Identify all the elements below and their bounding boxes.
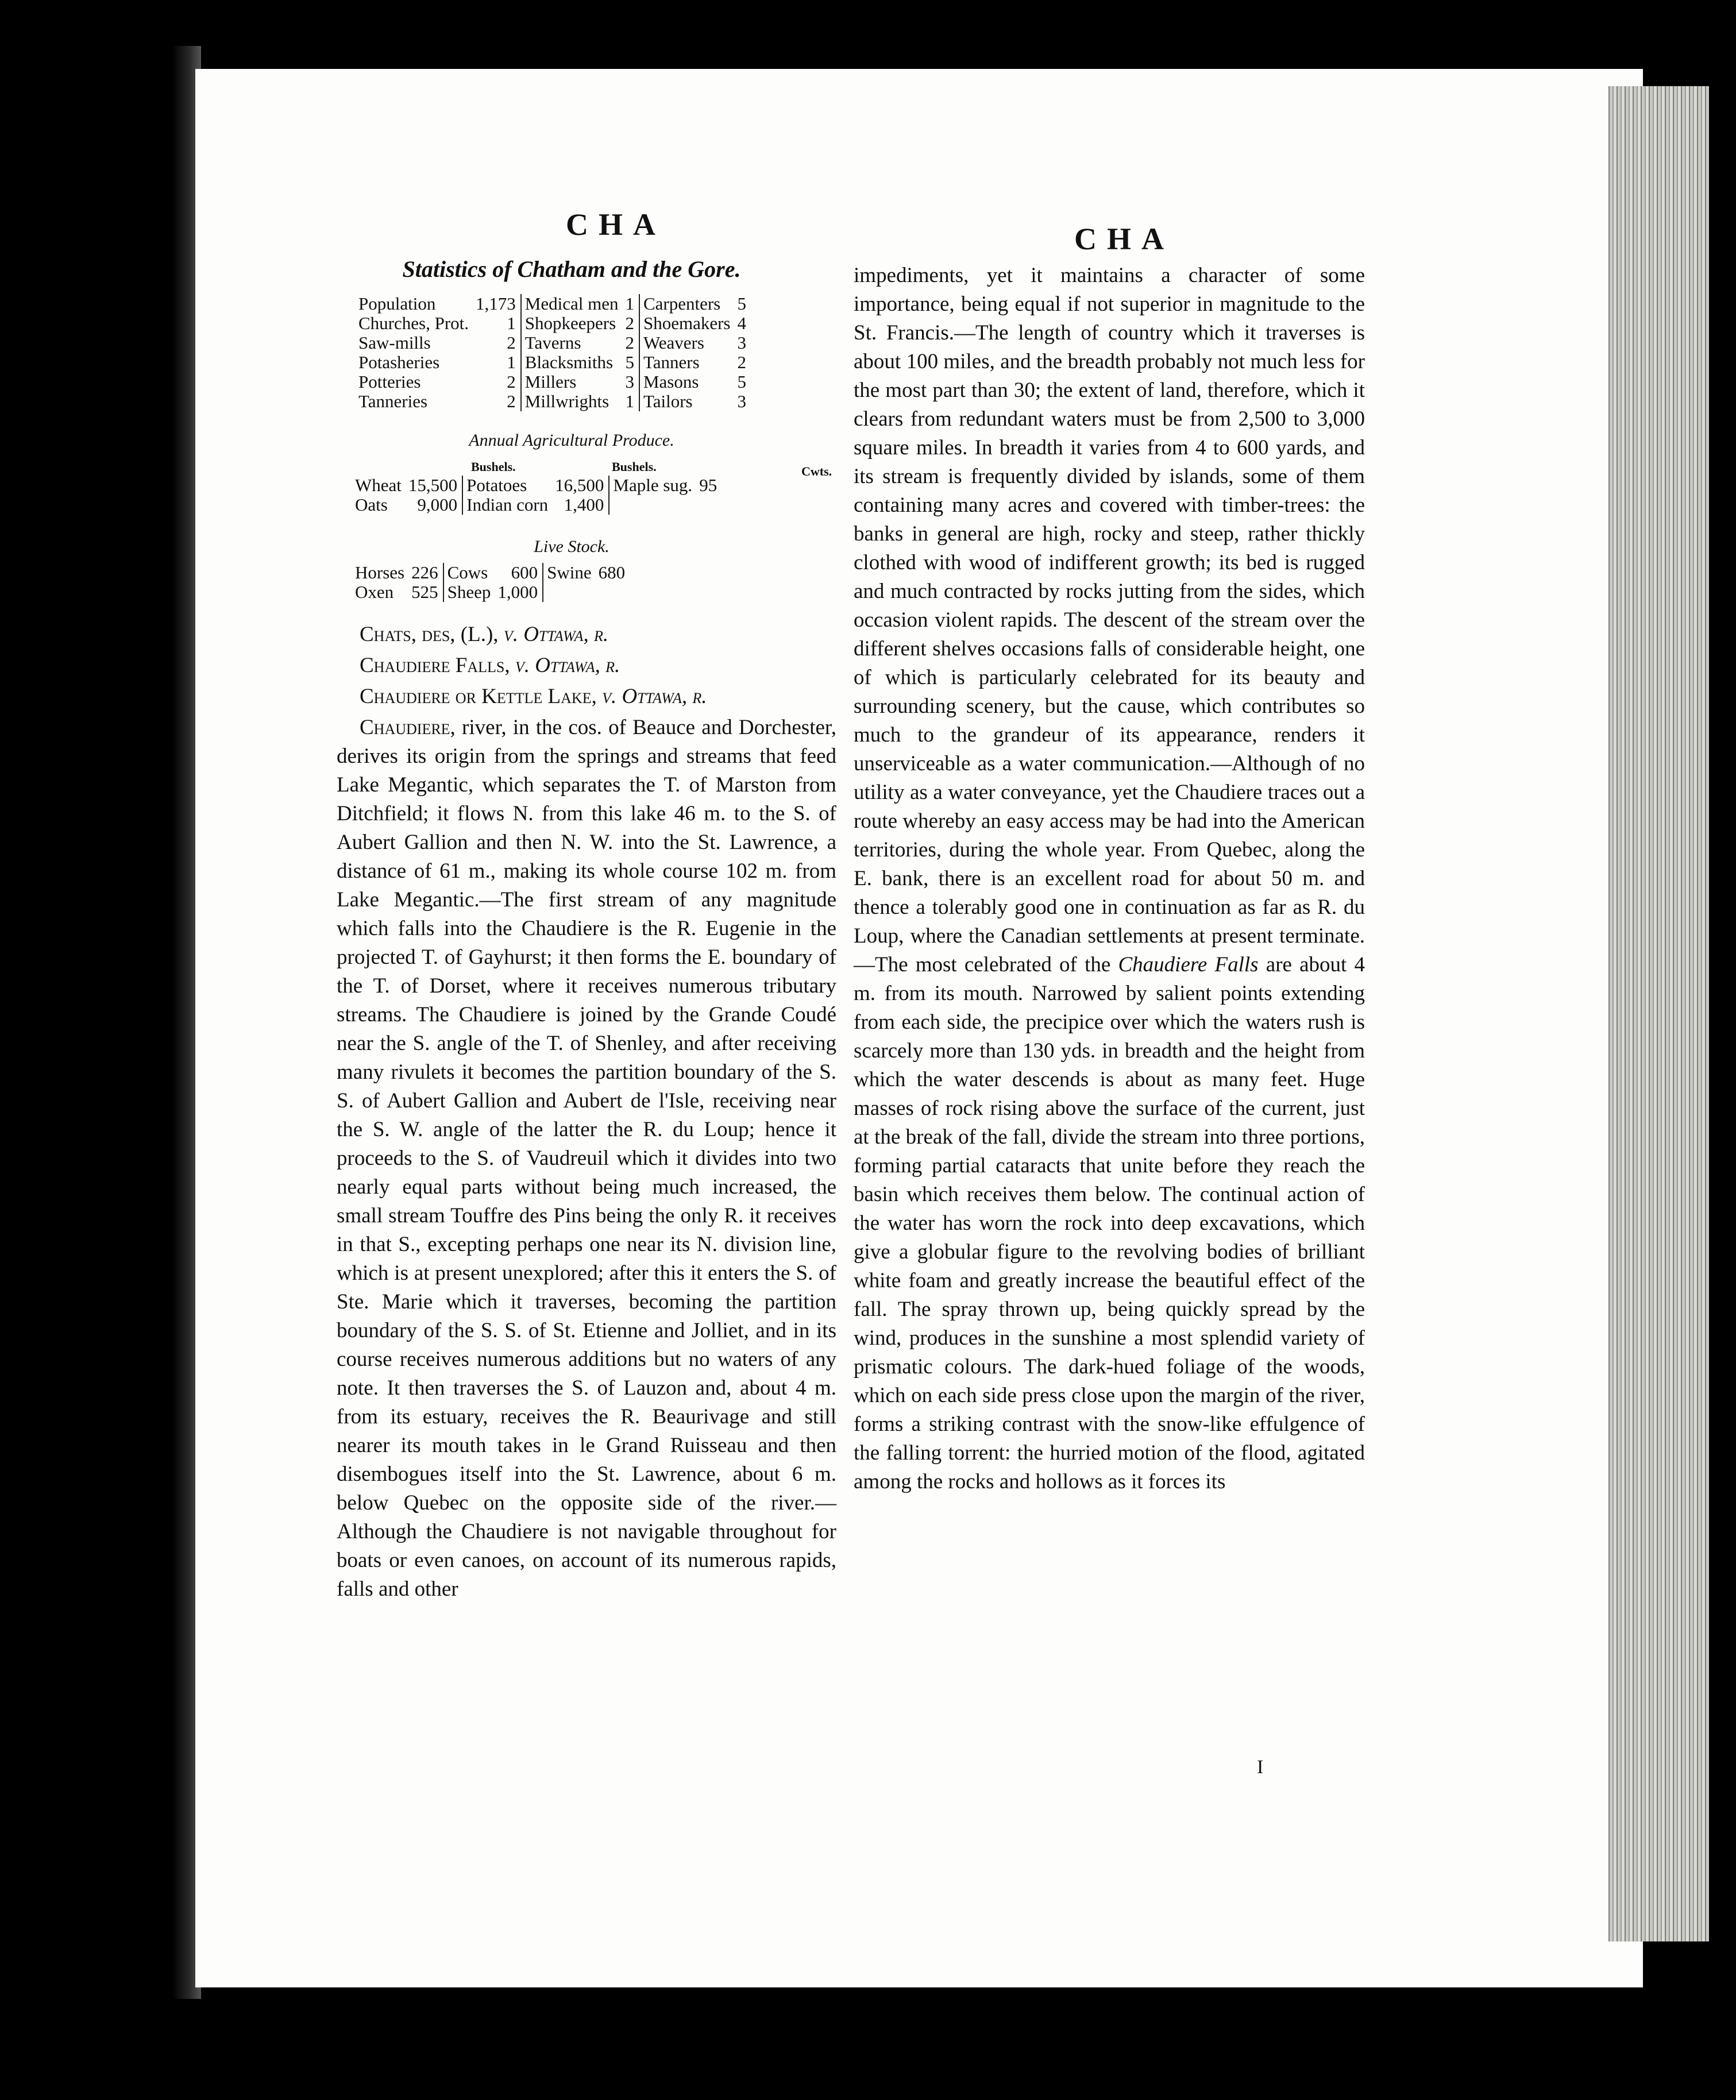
table-label: Tanneries [358,391,428,411]
xref-kettle-lake [337,682,836,711]
table-label: Swine [547,562,592,582]
produce-table [352,476,720,515]
table-row [355,314,750,333]
table-value: 3 [737,333,746,353]
table-value: 95 [699,475,717,495]
right-text-b: are about 4 m. from its mouth. Narrowed by salient points extending from each side, the precipice over which the waters rush is scarcely more than 130 yds. in breadth and the height from which the water descends is about as many feet. Huge masses of rock rising above the surface of the current, just at the break of the fall, divide the stream into three portions, forming partial cataracts that unite before they reach the basin which receives them below. The continual action of the water has worn the rock into deep excavations, which give a globular figure to the revolving bodies of brilliant white foam and greatly increase the beautiful effect of the fall. The spray thrown up, being quickly spread by the wind, produces in the sunshine a most splendid variety of prismatic colours. The dark-hued foliage of the woods, which on each side press close upon the margin of the river, forms a striking contrast with the snow-like effulgence of the falling torrent: the hurried motion of the flood, agitated among the rocks and hollows as it forces its [854,953,1365,1493]
entry-chaudiere-head: Chaudiere, [360,716,456,739]
right-text-a: impediments, yet it maintains a character of some importance, being equal if not superior in magnitude to the St. Francis.—The length of country which it traverses is about 100 miles, and the breadth probably not much less for the most part than 30; the extent of land, therefore, which it clears from redundant waters must be from 2,500 to 3,000 square miles. In breadth it varies from 4 to 600 yards, and its stream is frequently divided by islands, some of them containing many acres and covered with timber-trees: the banks in general are high, rocky and steep, rather thickly clothed with wood of indifferent growth; its bed is rugged and much contracted by rocks jutting from the sides, which occasion violent rapids. The descent of the stream over the different shelves occasions falls of considerable height, one of which is particularly celebrated for its beauty and surrounding scenery, but the cause, which contributes so much to the grandeur of its appearance, renders it unserviceable as a water communication.—Although of no utility as a water conveyance, yet the Chaudiere traces out a route whereby an easy access may be had into the American territories, during the whole year. From Quebec, along the E. bank, there is an excellent road for about 50 m. and thence a tolerably good one in continuation as far as R. du Loup, where the Canadian settlements at present terminate.—The most celebrated of the [854,264,1365,976]
table-label [609,495,696,515]
table-value: 1,400 [551,495,609,515]
table-row [355,353,750,372]
xref-chaudiere-falls [337,651,836,680]
table-row [355,392,750,411]
table-value: 2 [622,333,639,353]
table-value: 3 [737,391,746,411]
table-label: Blacksmiths [524,352,614,372]
right-column [854,261,1365,1496]
table-label: Shopkeepers [524,313,616,333]
table-label: Weavers [643,333,704,353]
running-head-right: CHA [1074,222,1174,256]
table-label: Indian corn [466,495,549,515]
table-label: Churches, Prot. [358,313,469,333]
table-value [696,495,720,515]
table-value: 2 [622,314,639,333]
table-value: 1,173 [472,294,521,314]
produce-unit-3: Cwts. [801,464,832,478]
statistics-title: Statistics of Chatham and the Gore. [402,256,741,282]
table-value: 3 [622,372,639,392]
table-label: Wheat [355,475,402,495]
table-value: 1,000 [494,582,543,602]
table-row [355,294,750,314]
table-value: 1 [622,294,639,314]
table-label: Tailors [643,391,693,411]
table-value: 2 [472,372,521,392]
table-row [352,476,720,495]
table-value [595,582,629,602]
running-head-left: CHA [566,207,666,242]
table-label: Cows [447,562,488,582]
table-value: 2 [737,352,746,372]
live-stock-title: Live Stock. [534,537,609,556]
table-label: Carpenters [643,294,721,314]
xref-chats [337,620,836,649]
table-value: 1 [472,314,521,333]
chaudiere-falls-italic: Chaudiere Falls [1118,953,1259,976]
table-value: 5 [622,353,639,372]
table-row [352,563,628,582]
table-value: 9,000 [405,495,462,515]
produce-title: Annual Agricultural Produce. [469,431,674,450]
table-value: 1 [622,392,639,411]
table-value: 525 [408,582,443,602]
table-label: Millers [524,372,577,392]
page-edges [1608,86,1709,1941]
xref-kettle-ref: v. Ottawa, r. [602,685,707,708]
xref-chats-ref: v. Ottawa, r. [503,623,609,646]
table-label: Oats [355,495,388,515]
table-label: Masons [643,372,699,392]
table-value: 5 [737,372,746,392]
entry-chaudiere [337,713,836,1604]
entry-chaudiere-text: river, in the cos. of Beauce and Dorchester, derives its origin from the springs and streams that feed Lake Megantic, which separates the T. of Marston from Ditchfield; it flows N. from this lake 46 m. to the S. of Aubert Gallion and then N. W. into the St. Lawrence, a distance of 61 m., making its whole course 102 m. from Lake Megantic.—The first stream of any magnitude which falls into the Chaudiere is the R. Eugenie in the projected T. of Gayhurst; it then forms the E. boundary of the T. of Dorset, where it receives numerous tributary streams. The Chaudiere is joined by the Grande Coudé near the S. angle of the T. of Shenley, and after receiving many rivulets it becomes the partition boundary of the S. S. of Aubert Gallion and Aubert de l'Isle, receiving near the S. W. angle of the latter the R. du Loup; hence it proceeds to the S. of Vaudreuil which it divides into two nearly equal parts without being much increased, the small stream Touffre des Pins being the only R. it receives in that S., excepting perhaps one near its N. division line, which is at present unexplored; after this it enters the S. of Ste. Marie which it traverses, becoming the partition boundary of the S. S. of St. Etienne and Jolliet, and in its course receives numerous additions but no waters of any note. It then traverses the S. of Lauzon and, about 4 m. from its estuary, receives the R. Beaurivage and still nearer its mouth takes in le Grand Ruisseau and then disembogues itself into the St. Lawrence, about 6 m. below Quebec on the opposite side of the river.—Although the Chaudiere is not navigable throughout for boats or even canoes, on account of its numerous rapids, falls and other [337,716,837,1601]
xref-falls-head: Chaudiere Falls, [360,654,510,677]
table-label: Taverns [524,333,581,353]
table-label: Population [358,294,436,314]
table-row [352,582,628,602]
table-row [355,372,750,392]
table-label: Horses [355,562,405,582]
table-label: Millwrights [524,391,609,411]
table-label: Maple sug. [613,475,693,495]
table-value: 680 [598,562,626,582]
table-label: Medical men [524,294,619,314]
statistics-table [355,294,750,411]
table-label: Oxen [355,582,394,602]
table-label: Potasheries [358,352,440,372]
table-label [543,582,595,602]
produce-unit-2: Bushels. [612,460,657,474]
table-value: 2 [472,392,521,411]
live-stock-table [352,563,628,602]
table-value: 600 [494,563,543,582]
xref-chats-head: Chats, des, (L.), [360,623,499,646]
table-label: Potatoes [466,475,527,495]
table-label: Shoemakers [643,313,731,333]
table-value: 5 [737,294,746,314]
right-column-text [854,261,1365,1496]
table-row [352,495,720,515]
table-value: 15,500 [405,476,462,495]
produce-unit-1: Bushels. [471,460,516,474]
table-value: 16,500 [551,476,609,495]
table-value: 1 [472,353,521,372]
table-value: 4 [737,313,746,333]
left-column [337,620,836,1604]
table-label: Sheep [447,582,491,602]
table-label: Saw-mills [358,333,431,353]
table-value: 2 [472,333,521,353]
signature-mark: I [1257,1757,1264,1778]
xref-kettle-head: Chaudiere or Kettle Lake, [360,685,597,708]
table-value: 226 [408,563,443,582]
table-label: Potteries [358,372,421,392]
xref-falls-ref: v. Ottawa, r. [515,654,620,677]
table-row [355,333,750,353]
table-label: Tanners [643,352,700,372]
